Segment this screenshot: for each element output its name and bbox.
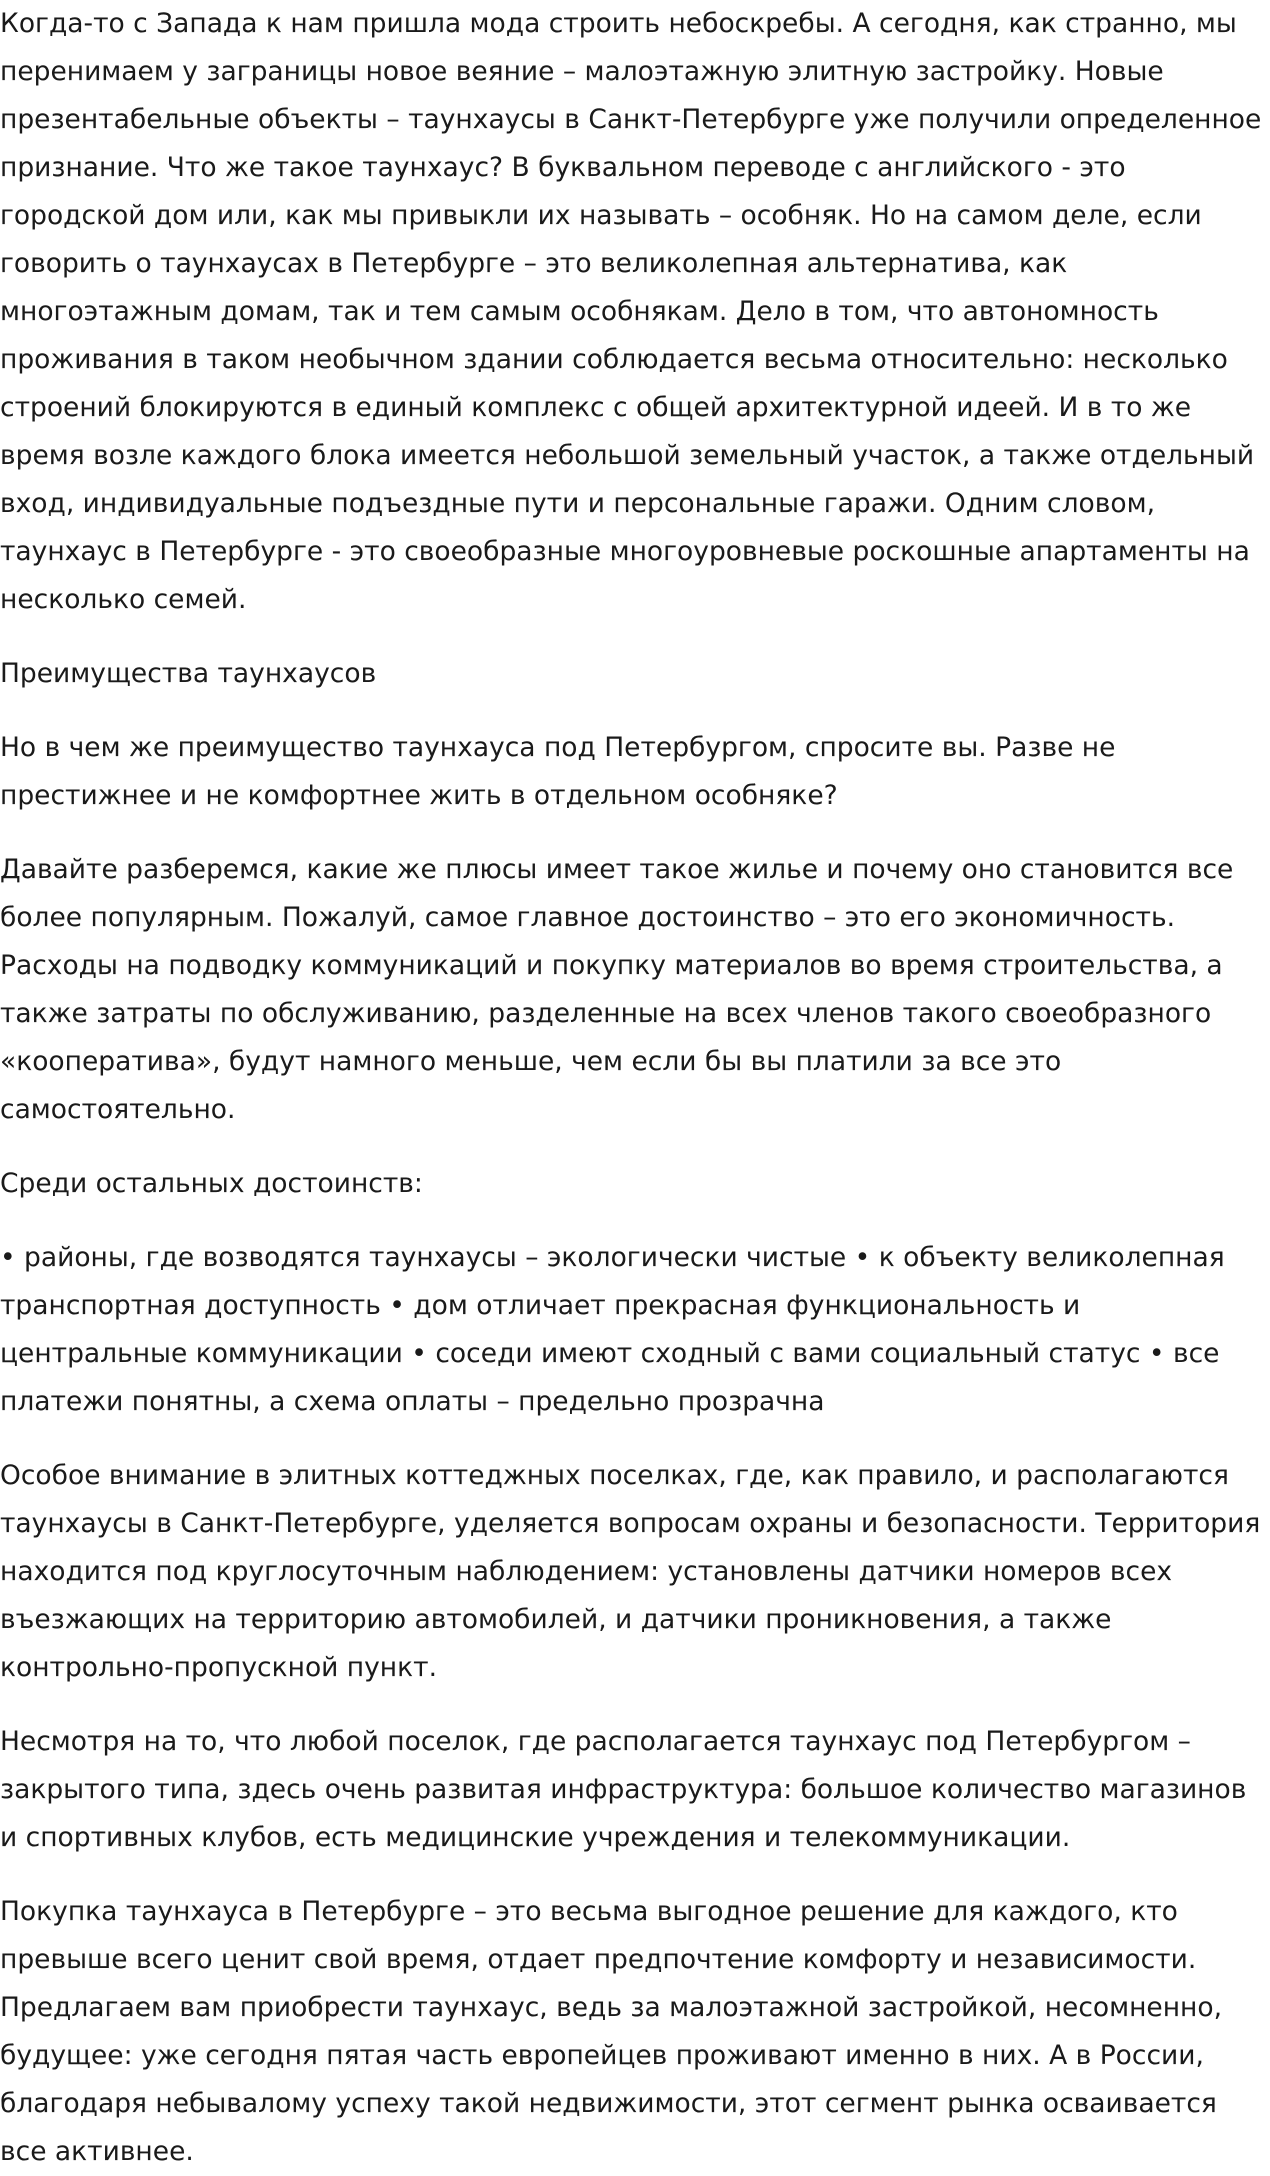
economy-paragraph: Давайте разберемся, какие же плюсы имеет такое жилье и почему оно становится все более популярным. Пожалуй, самое главное достоинство – это его экономичность. Расходы на подводку коммуникаций и покупку материалов во время строительства, а также затраты по обслуживанию, разделенные на всех членов такого своеобразного «кооператива», будут намного меньше, чем если бы вы платили за все это самостоятельно. bbox=[0, 854, 1234, 1125]
conclusion-paragraph: Покупка таунхауса в Петербурге – это весьма выгодное решение для каждого, кто превыше всего ценит свой время, отдает предпочтение комфорту и независимости. Предлагаем вам приобрести таунхаус, ведь за малоэтажной застройкой, несомненно, будущее: уже сегодня пятая часть европейцев проживают именно в них. А в России, благодаря небывалому успеху такой недвижимости, этот сегмент рынка осваивается все активнее. bbox=[0, 1896, 1223, 2167]
advantages-list: • районы, где возводятся таунхаусы – экологически чистые • к объекту великолепная транспортная доступность • дом отличает прекрасная функциональность и центральные коммуникации • соседи имеют сходный с вами социальный статус • все платежи понятны, а схема оплаты – предельно прозрачна bbox=[0, 1242, 1225, 1417]
security-paragraph: Особое внимание в элитных коттеджных поселках, где, как правило, и располагаются таунхаусы в Санкт-Петербурге, уделяется вопросам охраны и безопасности. Территория находится под круглосуточным наблюдением: установлены датчики номеров всех въезжающих на территорию автомобилей, и датчики проникновения, а также контрольно-пропускной пункт. bbox=[0, 1460, 1261, 1683]
intro-paragraph: Когда-то с Запада к нам пришла мода строить небоскребы. А сегодня, как странно, мы перенимаем у заграницы новое веяние – малоэтажную элитную застройку. Новые презентабельные объекты – таунхаусы в Санкт-Петербурге уже получили определенное признание. Что же такое таунхаус? В буквальном переводе с английского - это городской дом или, как мы привыкли их называть – особняк. Но на самом деле, если говорить о таунхаусах в Петербурге – это великолепная альтернатива, как многоэтажным домам, так и тем самым особнякам. Дело в том, что автономность проживания в таком необычном здании соблюдается весьма относительно: несколько строений блокируются в единый комплекс с общей архитектурной идеей. И в то же время возле каждого блока имеется небольшой земельный участок, а также отдельный вход, индивидуальные подъездные пути и персональные гаражи. Одним словом, таунхаус в Петербурге - это своеобразные многоуровневые роскошные апартаменты на несколько семей. bbox=[0, 8, 1262, 615]
question-paragraph: Но в чем же преимущество таунхауса под Петербургом, спросите вы. Разве не престижнее и не комфортнее жить в отдельном особняке? bbox=[0, 732, 1116, 811]
section-heading-advantages: Преимущества таунхаусов bbox=[0, 658, 377, 689]
other-advantages-label: Среди остальных достоинств: bbox=[0, 1168, 423, 1199]
infrastructure-paragraph: Несмотря на то, что любой поселок, где располагается таунхаус под Петербургом – закрытого типа, здесь очень развитая инфраструктура: большое количество магазинов и спортивных клубов, есть медицинские учреждения и телекоммуникации. bbox=[0, 1726, 1247, 1853]
